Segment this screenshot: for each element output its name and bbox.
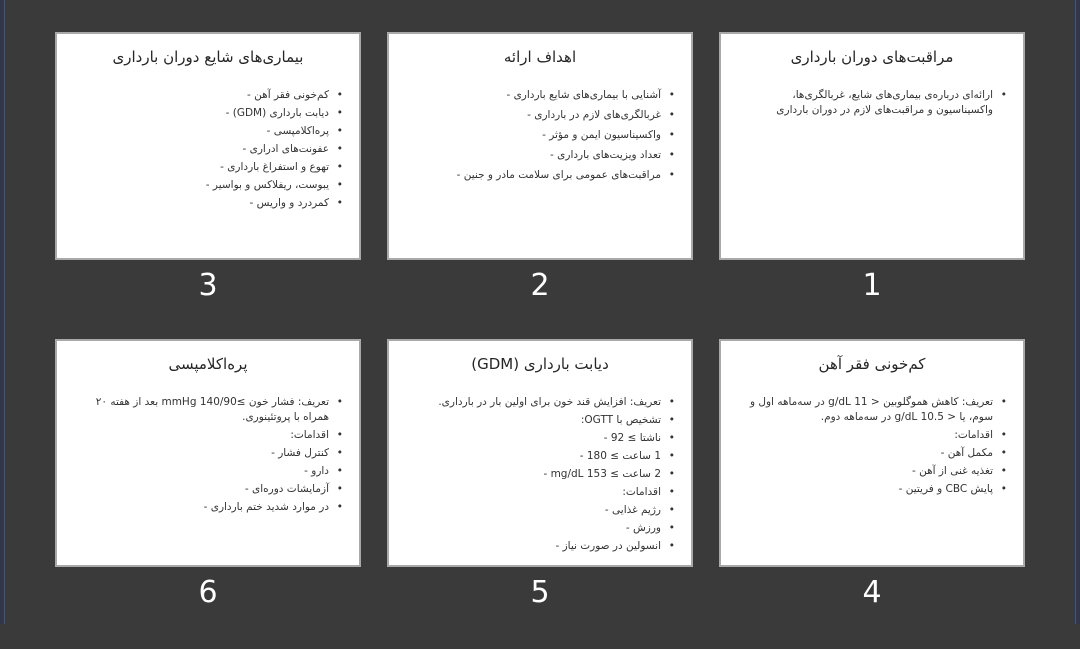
slide-bullet: • پایش CBC و فریتین - <box>735 482 1009 497</box>
slide-title: دیابت بارداری (GDM) <box>471 355 609 373</box>
slide-number: 1 <box>862 268 882 303</box>
slide-bullet: • مکمل آهن - <box>735 446 1009 461</box>
slide-bullet: • رژیم غذایی - <box>403 503 677 518</box>
slide-bullet: • تشخیص با OGTT: <box>403 413 677 428</box>
slide-thumbnail-2[interactable] <box>387 32 693 342</box>
slide-preview[interactable] <box>387 339 693 567</box>
slide-bullet: • غربالگری‌های لازم در بارداری - <box>403 108 677 123</box>
slide-preview[interactable] <box>55 339 361 567</box>
slide-preview[interactable] <box>719 32 1025 260</box>
slide-title: کم‌خونی فقر آهن <box>818 355 926 373</box>
slide-bullet: • ورزش - <box>403 521 677 536</box>
slide-number: 3 <box>198 268 218 303</box>
slide-bullet: • ناشتا ≥ 92 - <box>403 431 677 446</box>
slide-preview[interactable] <box>719 339 1025 567</box>
slide-bullet: • انسولین در صورت نیاز - <box>403 539 677 554</box>
slide-bullet: • دارو - <box>71 464 345 479</box>
slide-bullet: • تعریف: فشار خون ≥140/90 mmHg بعد از هفته ۲۰ همراه با پروتئینوری. <box>71 395 345 425</box>
right-window-edge <box>1074 0 1080 624</box>
slide-number: 5 <box>530 575 550 610</box>
slide-title: مراقبت‌های دوران بارداری <box>790 48 954 66</box>
slide-bullet: • تهوع و استفراغ بارداری - <box>71 160 345 175</box>
slide-bullet: • 1 ساعت ≥ 180 - <box>403 449 677 464</box>
slide-bullet: • مراقبت‌های عمومی برای سلامت مادر و جنین - <box>403 168 677 183</box>
slide-bullet: • تعریف: کاهش هموگلوبین < 11 g/dL در سه‌ماهه اول و سوم، یا < 10.5 g/dL در سه‌ماهه دوم. <box>735 395 1009 425</box>
slide-bullet: • تغذیه غنی از آهن - <box>735 464 1009 479</box>
slide-bullet: • ارائه‌ای درباره‌ی بیماری‌های شایع، غربالگری‌ها، واکسیناسیون و مراقبت‌های لازم در دوران بارداری <box>735 88 1009 118</box>
slide-bullet: • اقدامات: <box>71 428 345 443</box>
slide-number: 2 <box>530 268 550 303</box>
slide-bullet-list <box>735 88 1009 123</box>
slide-title: پره‌اکلامپسی <box>168 355 248 373</box>
slide-title: بیماری‌های شایع دوران بارداری <box>112 48 304 66</box>
slide-thumbnail-4[interactable] <box>719 339 1025 649</box>
slide-bullet-list <box>71 395 345 518</box>
slide-bullet: • در موارد شدید ختم بارداری - <box>71 500 345 515</box>
slide-bullet: • آشنایی با بیماری‌های شایع بارداری - <box>403 88 677 103</box>
slide-bullet: • دیابت بارداری (GDM) - <box>71 106 345 121</box>
slide-bullet-list <box>403 395 677 557</box>
slide-bullet: • آزمایشات دوره‌ای - <box>71 482 345 497</box>
slide-thumbnail-1[interactable] <box>719 32 1025 342</box>
slide-bullet: • کنترل فشار - <box>71 446 345 461</box>
slide-number: 4 <box>862 575 882 610</box>
slide-thumbnail-3[interactable] <box>55 32 361 342</box>
slide-bullet: • پره‌اکلامپسی - <box>71 124 345 139</box>
slide-bullet: • اقدامات: <box>735 428 1009 443</box>
slide-title: اهداف ارائه <box>503 48 577 66</box>
slide-bullet: • واکسیناسیون ایمن و مؤثر - <box>403 128 677 143</box>
slide-bullet: • کم‌خونی فقر آهن - <box>71 88 345 103</box>
slide-bullet: • اقدامات: <box>403 485 677 500</box>
slide-thumbnail-5[interactable] <box>387 339 693 649</box>
slide-number: 6 <box>198 575 218 610</box>
slide-bullet: • کمردرد و واریس - <box>71 196 345 211</box>
slide-bullet-list <box>735 395 1009 500</box>
slide-preview[interactable] <box>387 32 693 260</box>
slide-bullet: • یبوست، ریفلاکس و بواسیر - <box>71 178 345 193</box>
slide-preview[interactable] <box>55 32 361 260</box>
slide-thumbnail-6[interactable] <box>55 339 361 649</box>
slide-bullet: • عفونت‌های ادراری - <box>71 142 345 157</box>
slide-bullet: • تعریف: افزایش قند خون برای اولین بار در بارداری. <box>403 395 677 410</box>
slide-bullet-list <box>71 88 345 214</box>
slide-bullet: • تعداد ویزیت‌های بارداری - <box>403 148 677 163</box>
left-window-edge <box>0 0 6 624</box>
slide-bullet-list <box>403 88 677 188</box>
slide-bullet: • 2 ساعت ≥ 153 mg/dL - <box>403 467 677 482</box>
